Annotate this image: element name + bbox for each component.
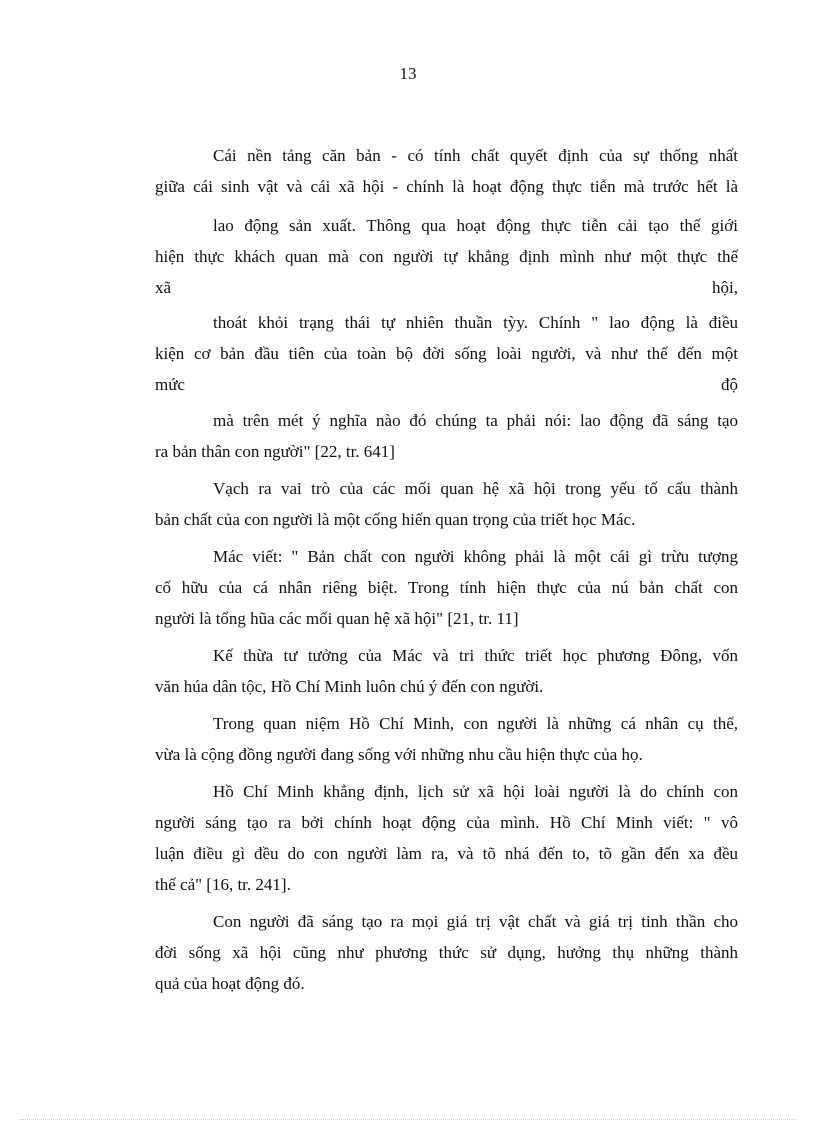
text-line: Con người đã sáng tạo ra mọi giá trị vật chất và giá trị tinh thần cho [213, 912, 738, 931]
paragraph-6 [155, 541, 738, 634]
text-line: văn húa dân tộc, Hồ Chí Minh luôn chú ý đến con người. [155, 677, 544, 696]
text-fragment: mức [155, 375, 185, 394]
text-line: Trong quan niệm Hồ Chí Minh, con người là những cá nhân cụ thể, [213, 714, 738, 733]
text-line: kiện cơ bản đầu tiên của toàn bộ đời sống loài người, và như thế đến một [155, 344, 738, 363]
text-line: người là tổng hũa các mối quan hệ xã hội" [21, tr. 11] [155, 609, 519, 628]
text-line: lao động sản xuất. Thông qua hoạt động thực tiễn cải tạo thế giới [213, 216, 738, 235]
text-line [155, 272, 738, 303]
paragraph-1 [155, 140, 738, 202]
text-line: Mác viết: " Bản chất con người không phải là một cái gì trừu tượng [213, 547, 738, 566]
text-fragment: xã [155, 278, 172, 297]
text-line: Hồ Chí Minh khẳng định, lịch sử xã hội loài người là do chính con [213, 782, 738, 801]
text-line: Kế thừa tư tưởng của Mác và tri thức triết học phương Đông, vốn [213, 646, 738, 665]
paragraph-9 [155, 776, 738, 900]
text-line: cố hữu của cá nhân riêng biệt. Trong tính hiện thực của nú bản chất con [155, 578, 738, 597]
paragraph-2 [155, 210, 738, 303]
text-line: đời sống xã hội cũng như phương thức sử dụng, hưởng thụ những thành [155, 943, 738, 962]
text-line: mà trên mét ý nghĩa nào đó chúng ta phải nói: lao động đã sáng tạo [213, 411, 738, 430]
paragraph-8 [155, 708, 738, 770]
text-line: người sáng tạo ra bởi chính hoạt động của mình. Hồ Chí Minh viết: " vô [155, 813, 738, 832]
text-line: giữa cái sinh vật và cái xã hội - chính là hoạt động thực tiễn mà trước hết là [155, 177, 738, 196]
text-line: vừa là cộng đồng người đang sống với những nhu cầu hiện thực của họ. [155, 745, 643, 764]
text-line: thoát khỏi trạng thái tự nhiên thuần tỳy. Chính " lao động là điều [213, 313, 738, 332]
page-bottom-divider [20, 1119, 796, 1120]
text-fragment: độ [721, 375, 738, 394]
paragraph-3 [155, 307, 738, 400]
paragraph-4 [155, 405, 738, 467]
paragraph-7 [155, 640, 738, 702]
text-line: quả của hoạt động đó. [155, 974, 305, 993]
text-line: thế cả" [16, tr. 241]. [155, 875, 291, 894]
text-line: ra bản thân con người" [22, tr. 641] [155, 442, 395, 461]
paragraph-5 [155, 473, 738, 535]
page-number: 13 [399, 64, 417, 83]
text-line: luận điều gì đều do con người làm ra, và tõ nhá đến to, tõ gần đến xa đều [155, 844, 738, 863]
text-line [155, 369, 738, 400]
text-fragment: hội, [712, 278, 738, 297]
paragraph-10 [155, 906, 738, 999]
text-line: Cái nền tảng căn bản - có tính chất quyết định của sự thống nhất [213, 146, 738, 165]
text-line: bản chất của con người là một cống hiến quan trọng của triết học Mác. [155, 510, 636, 529]
text-line: hiện thực khách quan mà con người tự khẳng định mình như một thực thể [155, 247, 738, 266]
text-line: Vạch ra vai trò của các mối quan hệ xã hội trong yếu tố cấu thành [213, 479, 738, 498]
